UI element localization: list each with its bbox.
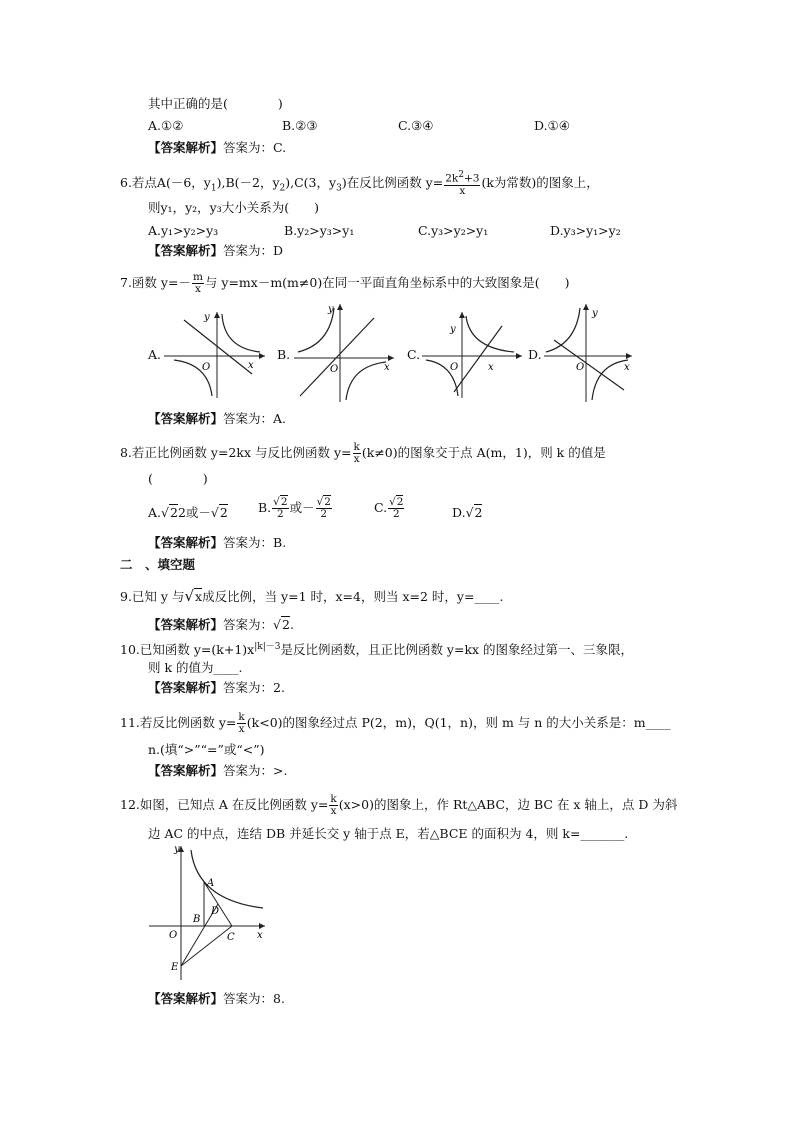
point-d-label: D — [211, 906, 220, 917]
q6-stem: 6.若点A(－6，$y_1),B(-2$，$y_2),C(3$，$y_3$)在反比例函数 y= $\frac{2k^2+3}{x}$ (k为常数)的图象上， — [120, 170, 599, 197]
frac-den: 2 — [277, 508, 284, 520]
axis-origin: O — [202, 362, 211, 373]
q8-stem-part: (k≠0)的图象交于点 A(m，1)，则 k 的值是 — [361, 445, 606, 460]
frac-num: m — [192, 271, 203, 283]
option-letter: C. — [374, 500, 388, 515]
point-a-label: A — [207, 878, 215, 889]
answer-text: 答案为：8. — [223, 991, 285, 1006]
q8-stem-part: 8.若正比例函数 y=2kx 与反比例函数 y= — [120, 445, 352, 460]
axis-x-label: x — [248, 360, 254, 371]
answer-tag: 【答案解析】 — [148, 991, 224, 1006]
q11-line2: n.(填“>”“=”或“<”) — [148, 742, 265, 757]
axis-origin: O — [169, 930, 178, 941]
q7-option-d-label: D. — [528, 347, 542, 362]
frac-num: k — [330, 793, 337, 805]
q8-option-c — [374, 497, 405, 520]
q7-option-a-label: A. — [148, 347, 162, 362]
frac-den: x — [238, 723, 245, 735]
q11-fraction — [237, 712, 245, 735]
axis-x-label: x — [384, 362, 390, 373]
q6-answer — [148, 243, 283, 259]
q6-stem-part: (k为常数)的图象上， — [481, 174, 599, 190]
frac-num: k — [238, 711, 245, 723]
q7-option-c-label: C. — [407, 347, 421, 362]
q12-figure — [145, 842, 270, 982]
answer-tag: 【答案解析】 — [148, 763, 224, 778]
q8-blank: ( ) — [148, 471, 208, 486]
axis-origin: O — [450, 362, 459, 373]
q5-answer — [148, 140, 286, 156]
point-b-label: B — [193, 914, 201, 925]
answer-text: . — [289, 617, 294, 632]
answer-tag: 【答案解析】 — [148, 680, 224, 695]
point-e-label: E — [171, 962, 179, 973]
option-fraction: $\frac{√2}{2}$ — [273, 496, 288, 520]
q5-option-c: C.③④ — [398, 118, 434, 133]
frac-den: x — [353, 453, 360, 465]
sqrt-value: 2 — [474, 505, 483, 520]
axis-x-label: x — [488, 362, 494, 373]
frac-den: x — [459, 184, 466, 197]
q6-stem-part: )在反比例函数 y= — [341, 174, 444, 190]
q8-option-b — [258, 497, 333, 520]
q12-stem — [120, 794, 677, 817]
q6-stem-part: 6.若点A(－6，y — [120, 174, 211, 190]
answer-text: 答案为： — [223, 617, 274, 632]
sqrt-value: 2 — [280, 496, 288, 508]
q7-stem-part: 7.函数 y=－ — [120, 275, 191, 290]
q10-stem-part: 10.已知函数 y=(k+1)x — [120, 642, 255, 658]
axis-y-label: y — [592, 308, 598, 319]
q9-answer: 【答案解析】答案为：√2. — [148, 617, 294, 632]
option-fraction: $\frac{√2}{2}$ — [316, 496, 331, 520]
point-c-label: C — [227, 932, 235, 943]
q11-answer — [148, 763, 287, 779]
answer-tag: 【答案解析】 — [148, 535, 224, 550]
q9-stem: 9.已知 y 与√x成反比例，当 y=1 时，x=4，则当 x=2 时，y=____. — [120, 587, 504, 605]
answer-tag: 【答案解析】 — [148, 243, 224, 258]
frac-num-tail: +3 — [463, 172, 480, 185]
frac-num: 2k — [445, 172, 459, 185]
q10-stem-part: 是反比例函数，且正比例函数 y=kx 的图象经过第一、三象限， — [280, 642, 634, 658]
option-fraction: $\frac{√2}{2}$ — [389, 496, 404, 520]
q6-option-d: D.y₃>y₁>y₂ — [550, 223, 621, 238]
answer-text: 答案为：A. — [223, 411, 287, 426]
q6-stem-part: ),B(－2，y — [216, 174, 280, 190]
q12-answer — [148, 991, 285, 1007]
answer-text: 答案为：>. — [223, 763, 288, 778]
answer-tag: 【答案解析】 — [148, 411, 224, 426]
option-text: 2或－ — [177, 505, 211, 520]
q10-exponent: |k|－3 — [254, 642, 281, 652]
answer-text: 答案为：2. — [223, 680, 285, 695]
q7-graph-b — [290, 300, 398, 404]
q7-fraction — [192, 272, 204, 295]
axis-y-label: y — [328, 304, 334, 315]
q6-option-b: B.y₂>y₃>y₁ — [284, 223, 355, 238]
q6-option-c: C.y₃>y₂>y₁ — [418, 223, 489, 238]
q8-fraction — [353, 442, 361, 465]
q12-line2: 边 AC 的中点，连结 DB 并延长交 y 轴于点 E，若△BCE 的面积为 4，则 k=_______. — [148, 826, 629, 841]
frac-den: x — [330, 805, 337, 817]
answer-tag: 【答案解析】 — [148, 140, 224, 155]
q8-option-a: A.√22或－√2 — [148, 505, 228, 520]
axis-x-label: x — [257, 930, 263, 941]
q6-line2: 则y₁，y₂，y₃大小关系为( ) — [148, 200, 319, 215]
answer-text: 答案为：D — [223, 243, 284, 258]
answer-tag: 【答案解析】 — [148, 617, 224, 632]
q7-graph-a — [160, 308, 270, 400]
sqrt-value: 2 — [396, 496, 404, 508]
q5-option-b: B.②③ — [282, 118, 318, 133]
sqrt-value: x — [195, 589, 203, 604]
q11-stem-part: 11.若反比例函数 y= — [120, 715, 237, 730]
answer-text: 答案为：B. — [223, 535, 287, 550]
axis-origin: O — [330, 364, 339, 375]
frac-den: 2 — [392, 508, 400, 520]
option-letter: B. — [258, 500, 272, 515]
q7-graph-d — [540, 300, 636, 404]
q9-stem-part: 成反比例，当 y=1 时，x=4，则当 x=2 时，y=____. — [202, 589, 504, 604]
axis-x-label: x — [624, 362, 630, 373]
q12-fraction — [329, 794, 337, 817]
q5-option-d: D.①④ — [534, 118, 570, 133]
q7-stem — [120, 272, 569, 295]
q6-option-a: A.y₁>y₂>y₃ — [148, 223, 219, 238]
q10-stem — [120, 639, 633, 658]
q7-graph-c — [418, 308, 526, 400]
axis-origin: O — [576, 362, 585, 373]
frac-den: x — [194, 283, 201, 295]
q6-stem-part: ),C(3，y — [285, 174, 337, 190]
q5-stem-tail: 其中正确的是( ) — [148, 96, 283, 111]
q8-answer — [148, 535, 286, 551]
q5-option-a: A.①② — [148, 118, 184, 133]
q7-stem-part: 与 y=mx－m(m≠0)在同一平面直角坐标系中的大致图象是( ) — [204, 275, 570, 290]
q6-fraction — [444, 170, 480, 197]
answer-text: 答案为：C. — [223, 140, 287, 155]
frac-den: 2 — [320, 508, 328, 520]
q9-stem-part: 9.已知 y 与 — [120, 589, 185, 604]
q11-stem-part: (k<0)的图象经过点 P(2，m)，Q(1，n)，则 m 与 n 的大小关系是：m____ — [246, 715, 671, 730]
q10-answer — [148, 680, 285, 696]
section-heading: 二 、填空题 — [120, 557, 196, 572]
axis-y-label: y — [450, 324, 456, 335]
q8-stem — [120, 442, 606, 465]
q8-option-d: D.√2 — [452, 505, 483, 520]
axis-y-label: y — [174, 844, 180, 855]
q7-option-b-label: B. — [277, 347, 291, 362]
sqrt-value: 2 — [169, 505, 178, 520]
q10-line2: 则 k 的值为____. — [148, 660, 243, 675]
sqrt-value: 2 — [282, 617, 290, 632]
option-letter: D. — [452, 505, 466, 520]
sqrt-value: 2 — [324, 496, 331, 508]
q7-answer — [148, 411, 286, 427]
option-letter: A. — [148, 505, 162, 520]
option-text: 或－ — [289, 500, 315, 515]
q12-stem-part: (x>0)的图象上，作 Rt△ABC，边 BC 在 x 轴上，点 D 为斜 — [338, 797, 678, 812]
sqrt-value: 2 — [219, 505, 228, 520]
axis-y-label: y — [204, 312, 210, 323]
frac-exp: 2 — [458, 170, 464, 180]
frac-num: k — [353, 441, 360, 453]
q12-stem-part: 12.如图，已知点 A 在反比例函数 y= — [120, 797, 329, 812]
q11-stem — [120, 712, 671, 735]
